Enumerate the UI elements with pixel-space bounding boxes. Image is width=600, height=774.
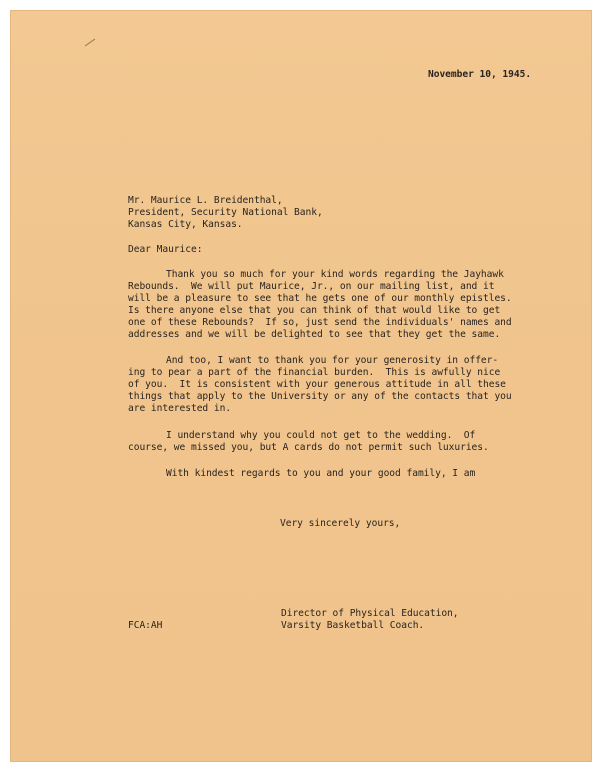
para2-line4: things that apply to the University or any of the contacts that you	[128, 391, 512, 402]
para3-line2: course, we missed you, but A cards do not permit such luxuries.	[128, 442, 489, 453]
para1-line5: one of these Rebounds? If so, just send the individuals' names and	[128, 317, 512, 328]
para2-line3: of you. It is consistent with your generous attitude in all these	[128, 379, 506, 390]
para2-line5: are interested in.	[128, 403, 232, 414]
initials: FCA:AH	[128, 620, 163, 631]
para2-line1: And too, I want to thank you for your generosity in offer-	[166, 355, 499, 366]
signature-title-line-1: Director of Physical Education,	[281, 608, 459, 619]
para2-line2: ing to pear a part of the financial burden. This is awfully nice	[128, 367, 501, 378]
pencil-mark	[85, 39, 95, 47]
para1-line4: Is there anyone else that you can think of that would like to get	[128, 305, 501, 316]
salutation: Dear Maurice:	[128, 244, 203, 255]
para1-line1: Thank you so much for your kind words regarding the Jayhawk	[166, 269, 504, 280]
signature-title-line-2: Varsity Basketball Coach.	[281, 620, 425, 631]
address-line-3: Kansas City, Kansas.	[128, 219, 243, 230]
closing: Very sincerely yours,	[280, 518, 401, 529]
address-line-1: Mr. Maurice L. Breidenthal,	[128, 195, 283, 206]
para1-line6: addresses and we will be delighted to see that they get the same.	[128, 329, 501, 340]
para4-line1: With kindest regards to you and your good family, I am	[166, 468, 476, 479]
para1-line3: will be a pleasure to see that he gets one of our monthly epistles.	[128, 293, 512, 304]
para1-line2: Rebounds. We will put Maurice, Jr., on our mailing list, and it	[128, 281, 495, 292]
para3-line1: I understand why you could not get to the wedding. Of	[166, 430, 476, 441]
letter-date: November 10, 1945.	[428, 69, 532, 80]
letter-sheet	[10, 10, 592, 762]
address-line-2: President, Security National Bank,	[128, 207, 323, 218]
